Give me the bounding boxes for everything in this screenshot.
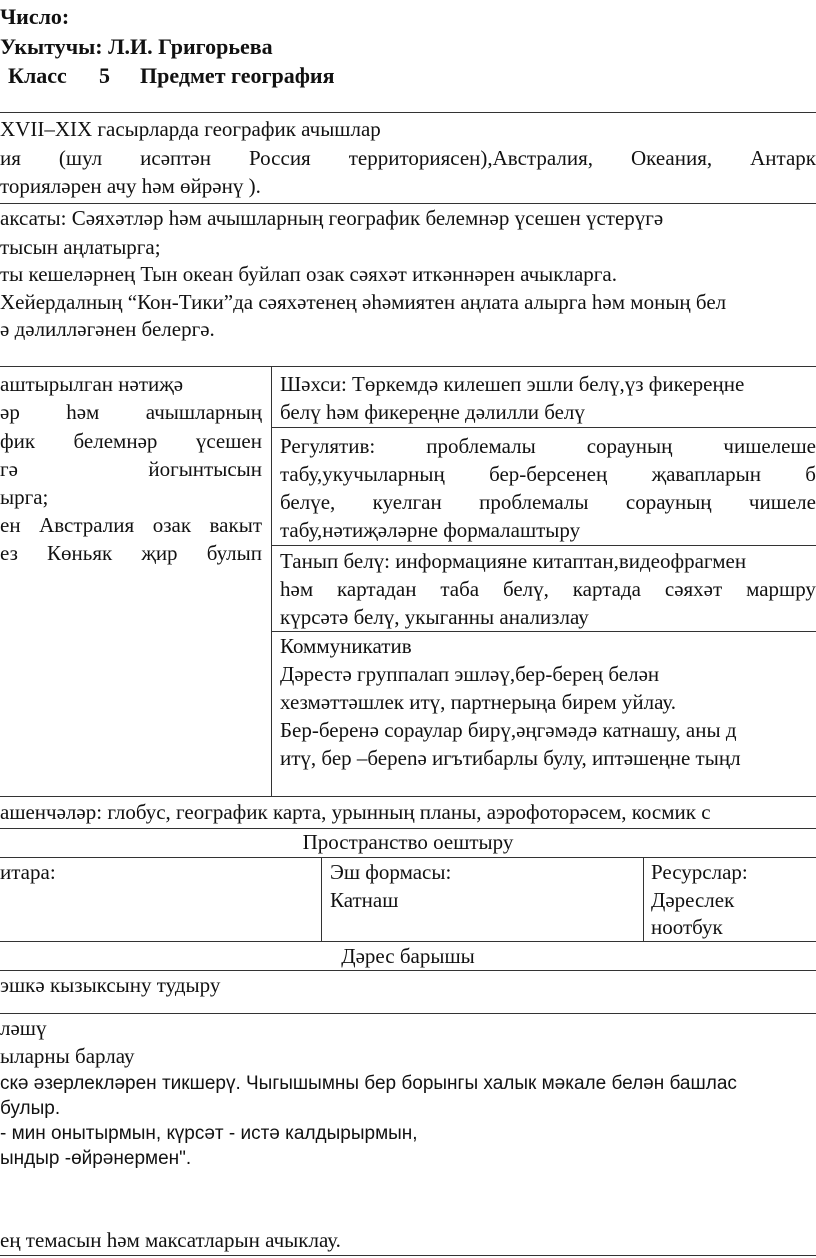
- goals-line5: ә дәлилләгәнен белергә.: [0, 317, 215, 341]
- space-col3-label: Ресурслар:: [651, 860, 748, 884]
- results-line7: [0, 541, 262, 566]
- word: бер-берсенең: [489, 462, 608, 486]
- lesson-stage2-line1: ләшү: [0, 1016, 47, 1040]
- word: Океания,: [630, 146, 713, 170]
- uud-personal-line1: [280, 372, 744, 397]
- word: маршру: [746, 577, 816, 601]
- subject-line: Предмет география: [140, 63, 335, 88]
- goals-line1: аксаты: Сәяхәтләр һәм ачышларның географик белемнәр үсешен үстерүгә: [0, 206, 664, 230]
- space-divider-1: [321, 857, 322, 941]
- goals-line2: тысын аңлатырга;: [0, 235, 161, 259]
- uud-divider-3: [271, 631, 816, 632]
- space-heading: Пространство оештыру: [302, 830, 514, 854]
- uud-communicative-line4: итү, бер –берenә игътибарлы булу, иптәшеңне тыңл: [280, 746, 741, 770]
- word: сорауның: [625, 490, 712, 514]
- results-line4: [0, 457, 262, 482]
- uud-cognitive-line2: [280, 577, 816, 602]
- uud-cognitive-label: Танып белү: [280, 549, 385, 573]
- topic-title: XVII–XIX гасырларда географик ачышлар: [0, 117, 381, 141]
- space-col3-value1: Дәреслек: [651, 888, 735, 912]
- word: ия: [0, 146, 21, 170]
- word: һәм: [280, 577, 314, 601]
- date-label: Число:: [0, 4, 70, 29]
- word: җир: [141, 541, 178, 565]
- uud-regulative-line2: [280, 462, 816, 487]
- word: б: [805, 462, 816, 486]
- space-heading-border: [0, 857, 816, 858]
- uud-personal-line2: белү һәм фикереңне дәлилли белү: [280, 400, 585, 424]
- uud-communicative-line3: Бер-беренә сораулар бирү,әңгәмәдә катнашу, аны д: [280, 718, 737, 742]
- uud-communicative-label: Коммуникатив: [280, 634, 412, 658]
- word: ачышларның: [145, 400, 262, 424]
- word: картадан: [337, 577, 417, 601]
- uud-regulative-line3: [280, 490, 816, 515]
- lesson-stage3: ең темасын һәм максатларын ачыклау.: [0, 1228, 341, 1252]
- uud-cognitive-text: : информацияне китаптан,видеофрагмен: [384, 549, 747, 573]
- space-divider-2: [643, 857, 644, 941]
- word: :: [369, 434, 376, 458]
- word: булып: [206, 541, 262, 565]
- word: сәяхәт: [664, 577, 723, 601]
- results-line5: ырга;: [0, 485, 49, 509]
- word: җавапларын: [651, 462, 761, 486]
- uud-regulative-line1: [280, 434, 816, 459]
- word: вакыт: [209, 513, 262, 537]
- word: йогынтысын: [148, 457, 262, 481]
- space-col2-label: Эш формасы:: [330, 860, 452, 884]
- word: Австралия: [39, 513, 135, 537]
- uud-communicative-line2: хезмәттәшлек итү, партнерыңа бирем уйлау.: [280, 690, 677, 714]
- teacher-line: Укытучы: Л.И. Григорьева: [0, 34, 273, 59]
- class-value: 5: [99, 63, 110, 88]
- lesson-stage3-border: [0, 1255, 816, 1256]
- word: Россия: [249, 146, 311, 170]
- word: белү,: [502, 577, 549, 601]
- word: картада: [572, 577, 641, 601]
- space-col1-label: итара:: [0, 860, 56, 884]
- goals-line4: Хейердалның “Кон-Тики”да сәяхәтенең әһәмиятен аңлата алырга һәм моның бел: [0, 290, 727, 314]
- uud-regulative-line4: табу,нәтиҗәләрне формалаштыру: [280, 518, 581, 542]
- goals-top-border: [0, 203, 816, 204]
- word: таба: [440, 577, 480, 601]
- lesson-stage2-line3: скә әзерлекләрен тикшерү. Чыгышымны бер борынгы халык мәкале белән башлас: [0, 1073, 737, 1094]
- lesson-stage1: эшкә кызыксыну тудыру: [0, 973, 221, 997]
- uud-personal-text: : Төркемдә килешеп эшли белү,үз фикереңне: [340, 372, 745, 396]
- word: территориясен),Австралия,: [348, 146, 593, 170]
- goals-line3: ты кешеләрнең Тын океан буйлап озак сәяхәт иткәннәрен ачыкларга.: [0, 262, 617, 286]
- word: чишеле: [748, 490, 816, 514]
- results-line2: [0, 400, 262, 425]
- space-top-border: [0, 828, 816, 829]
- word: гә: [0, 457, 18, 481]
- results-divider: [271, 366, 272, 796]
- results-line3: [0, 429, 262, 454]
- topic-top-border: [0, 112, 816, 113]
- uud-divider-1: [271, 427, 816, 428]
- lesson-stage2-line5: - мин онытырмын, күрсәт - истә калдырырмын,: [0, 1123, 418, 1144]
- word: табу,укучыларның: [280, 462, 445, 486]
- uud-regulative-head: [280, 434, 375, 459]
- topic-subtitle-line2: торияләрен ачу һәм өйрәнү ).: [0, 174, 261, 198]
- results-top-border: [0, 366, 816, 367]
- word: проблемалы: [426, 434, 536, 458]
- space-col3-value2: ноотбук: [651, 915, 723, 939]
- uud-cognitive-line1: [280, 549, 746, 574]
- word: үсешен: [195, 429, 262, 453]
- word: белүе,: [280, 490, 336, 514]
- word: белемнәр: [73, 429, 158, 453]
- uud-personal-label: Шәхси: [280, 372, 341, 396]
- class-label: Класс: [8, 63, 67, 88]
- lesson-heading-border: [0, 970, 816, 971]
- space-col2-value: Катнаш: [330, 888, 399, 912]
- word: һәм: [66, 400, 100, 424]
- lesson-heading: Дәрес барышы: [341, 944, 475, 968]
- lesson-stage1-border: [0, 1013, 816, 1014]
- resources-line: ашенчәләр: глобус, географик карта, урынның планы, аэрофоторәсем, космик с: [0, 800, 711, 824]
- word: сорауның: [586, 434, 673, 458]
- word: фик: [0, 429, 36, 453]
- word: ез: [0, 541, 18, 565]
- uud-divider-2: [271, 545, 816, 546]
- word: ен: [0, 513, 21, 537]
- word: әр: [0, 400, 20, 424]
- word: проблемалы: [479, 490, 589, 514]
- word: чишелеше: [723, 434, 816, 458]
- lesson-stage2-line6: ындыр -өйрәнермен".: [0, 1148, 192, 1169]
- word: Көньяк: [47, 541, 113, 565]
- results-line1: аштырылган нәтиҗә: [0, 372, 184, 396]
- lesson-stage2-line2: ыларны барлау: [0, 1044, 135, 1068]
- lesson-top-border: [0, 941, 816, 942]
- word: куелган: [372, 490, 442, 514]
- topic-subtitle-line1: [0, 146, 816, 171]
- word: (шул: [58, 146, 103, 170]
- word: озак: [152, 513, 192, 537]
- uud-communicative-line1: Дәрестә группалап эшләү,бер-берең белән: [280, 662, 660, 686]
- results-line6: [0, 513, 262, 538]
- lesson-stage2-line4: булыр.: [0, 1098, 61, 1119]
- uud-cognitive-line3: күрсәтә белү, укыганны анализлау: [280, 605, 589, 629]
- word: Антарк: [750, 146, 816, 170]
- resources-top-border: [0, 796, 816, 797]
- word: исәптән: [140, 146, 211, 170]
- uud-regulative-label: Регулятив: [280, 434, 370, 458]
